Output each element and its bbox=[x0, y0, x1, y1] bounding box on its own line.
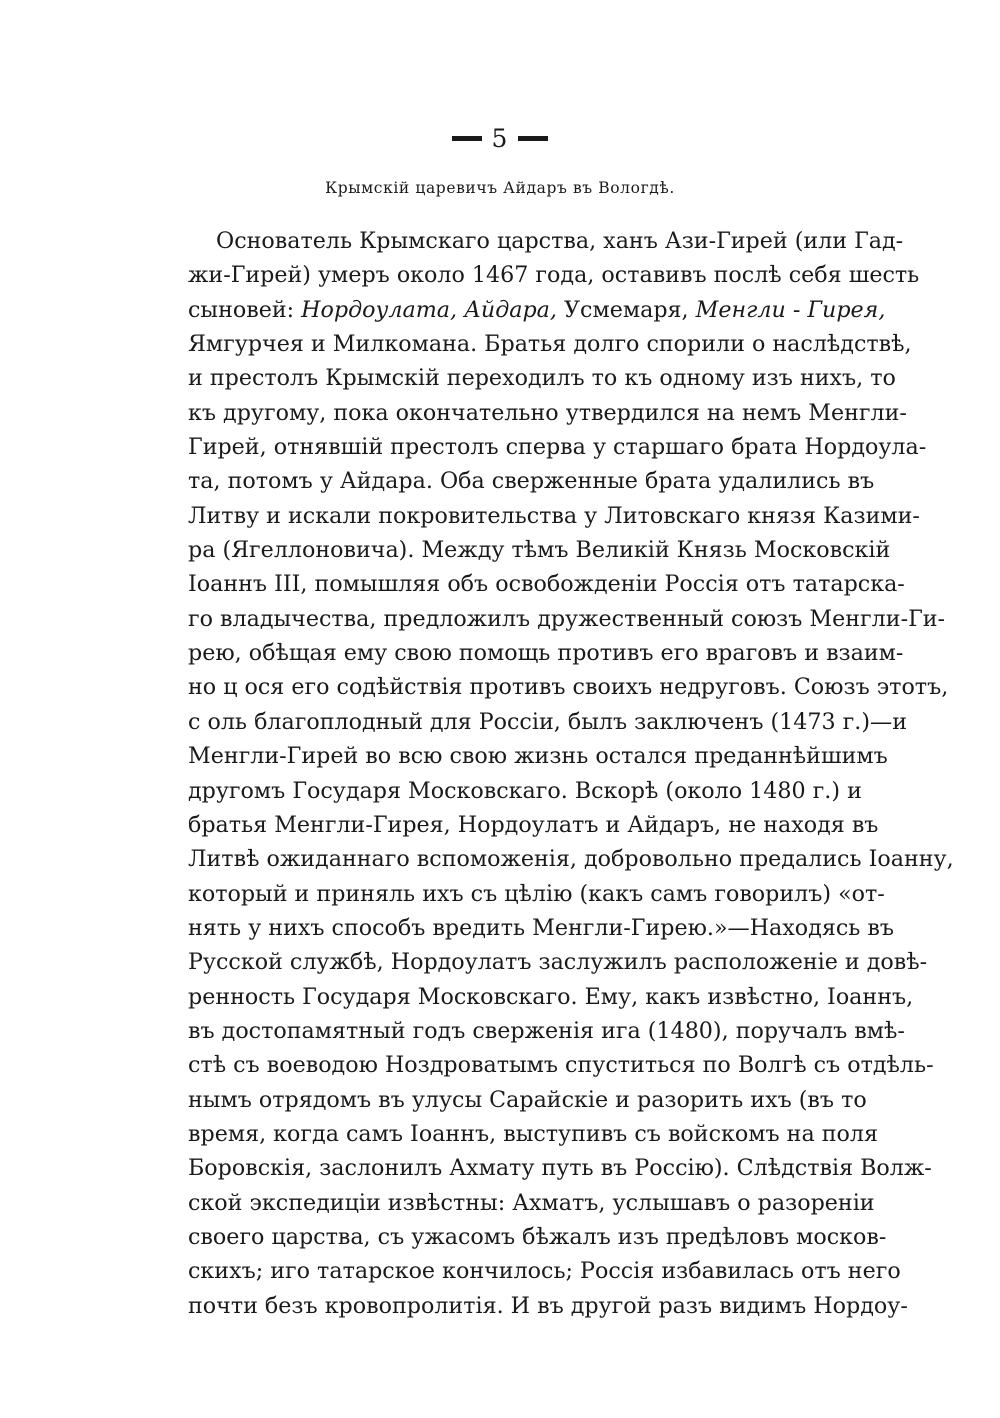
text-line bbox=[188, 464, 875, 498]
text-run: жи-Гирей) умеръ около 1467 года, оставивъ послѣ себя шесть bbox=[188, 262, 920, 289]
text-line bbox=[188, 877, 885, 911]
text-line bbox=[188, 911, 894, 945]
text-run: Гирей, отнявшій престолъ сперва у старшаго брата Нордоула- bbox=[188, 434, 927, 461]
text-run: та, потомъ у Айдара. Оба сверженные брата удалились въ bbox=[188, 468, 875, 495]
chapter-title: Крымскій царевичъ Айдаръ въ Вологдѣ. bbox=[325, 179, 675, 197]
text-line bbox=[188, 396, 907, 430]
dash-left bbox=[452, 136, 482, 141]
text-run: скихъ; иго татарское кончилось; Россія избавилась отъ него bbox=[188, 1258, 901, 1285]
text-line bbox=[188, 636, 904, 670]
text-line bbox=[188, 705, 907, 739]
text-run: братья Менгли-Гирея, Нордоулатъ и Айдаръ, не находя въ bbox=[188, 811, 879, 838]
text-line bbox=[188, 670, 949, 704]
text-line bbox=[188, 499, 920, 533]
italic-name: Нордоулата, Айдара, bbox=[301, 296, 557, 323]
text-line bbox=[188, 430, 927, 464]
text-run: своего царства, съ ужасомъ бѣжалъ изъ предѣловъ москов- bbox=[188, 1223, 887, 1250]
text-line bbox=[188, 361, 896, 395]
text-run: Менгли-Гирей во всю свою жизнь остался преданнѣйшимъ bbox=[188, 743, 888, 770]
text-line bbox=[188, 842, 954, 876]
text-run: въ достопамятный годъ сверженія ига (1480), поручалъ вмѣ- bbox=[188, 1017, 905, 1044]
text-line bbox=[188, 602, 946, 636]
text-run: почти безъ кровопролитія. И въ другой разъ видимъ Нордоу- bbox=[188, 1292, 908, 1319]
text-run: Боровскія, заслонилъ Ахмату путь въ Россію). Слѣдствія Волж- bbox=[188, 1155, 932, 1182]
text-run: Ямгурчея и Милкомана. Братья долго спорили о наслѣдствѣ, bbox=[188, 331, 912, 358]
text-line bbox=[188, 1048, 934, 1082]
text-run: но ц ося его содѣйствія противъ своихъ недруговъ. Союзъ этотъ, bbox=[188, 674, 949, 701]
text-run: Основатель Крымскаго царства, ханъ Ази-Гирей (или Гад- bbox=[216, 228, 904, 254]
text-line bbox=[188, 1014, 905, 1048]
text-run: с оль благоплодный для Россіи, былъ заключенъ (1473 г.)—и bbox=[188, 708, 907, 735]
text-line bbox=[188, 258, 920, 292]
text-run: нять у нихъ способъ вредить Менгли-Гирею.»—Находясь въ bbox=[188, 914, 894, 941]
text-run: Усмемаря, bbox=[556, 296, 696, 323]
text-line bbox=[188, 980, 914, 1014]
text-run: время, когда самъ Іоаннъ, выступивъ съ войскомъ на поля bbox=[188, 1120, 878, 1147]
text-line bbox=[188, 327, 912, 361]
text-line bbox=[188, 1151, 932, 1185]
text-run: нымъ отрядомъ въ улусы Сарайскіе и разорить ихъ (въ то bbox=[188, 1086, 867, 1113]
text-line bbox=[188, 774, 862, 808]
text-run: Литву и искали покровительства у Литовскаго князя Казими- bbox=[188, 502, 920, 529]
text-line bbox=[188, 1083, 867, 1117]
text-line bbox=[188, 567, 905, 601]
text-run: рею, обѣщая ему свою помощь противъ его враговъ и взаим- bbox=[188, 640, 904, 667]
text-line bbox=[188, 1117, 878, 1151]
text-run: ра (Ягеллоновича). Между тѣмъ Великій Князь Московскій bbox=[188, 537, 891, 564]
text-run: го владычества, предложилъ дружественный союзъ Менгли-Ги- bbox=[188, 605, 946, 632]
text-run: ской экспедиціи извѣстны: Ахматъ, услышавъ о разореніи bbox=[188, 1189, 875, 1216]
text-run: стѣ съ воеводою Ноздроватымъ спуститься по Волгѣ съ отдѣль- bbox=[188, 1052, 934, 1079]
text-run: ренность Государя Московскаго. Ему, какъ извѣстно, Іоаннъ, bbox=[188, 983, 914, 1010]
text-run: сыновей: bbox=[188, 296, 302, 323]
body-text bbox=[188, 224, 954, 1323]
text-line bbox=[188, 533, 891, 567]
text-line bbox=[188, 293, 886, 327]
text-run: другомъ Государя Московскаго. Вскорѣ (около 1480 г.) и bbox=[188, 777, 862, 804]
text-run: который и приняль ихъ съ цѣлію (какъ самъ говорилъ) «от- bbox=[188, 880, 885, 907]
dash-right bbox=[518, 136, 548, 141]
text-line bbox=[188, 224, 904, 258]
text-run: Русской службѣ, Нордоулатъ заслужилъ расположеніе и довѣ- bbox=[188, 949, 928, 976]
text-run: Іоаннъ III, помышляя объ освобожденіи Россія отъ татарска- bbox=[188, 571, 905, 598]
text-line bbox=[188, 1220, 887, 1254]
text-run: и престолъ Крымскій переходилъ то къ одному изъ нихъ, то bbox=[188, 365, 896, 392]
text-run: къ другому, пока окончательно утвердился на немъ Менгли- bbox=[188, 399, 907, 426]
text-line bbox=[188, 1254, 901, 1288]
page-number-value: 5 bbox=[491, 124, 509, 153]
italic-name: Менгли - Гирея, bbox=[695, 296, 886, 323]
text-line bbox=[188, 808, 879, 842]
text-line bbox=[188, 739, 888, 773]
text-run: Литвѣ ожиданнаго вспоможенія, добровольно предались Іоанну, bbox=[188, 846, 954, 873]
text-line bbox=[188, 1289, 908, 1323]
text-line bbox=[188, 1186, 875, 1220]
text-line bbox=[188, 945, 928, 979]
page-number bbox=[0, 124, 1000, 153]
